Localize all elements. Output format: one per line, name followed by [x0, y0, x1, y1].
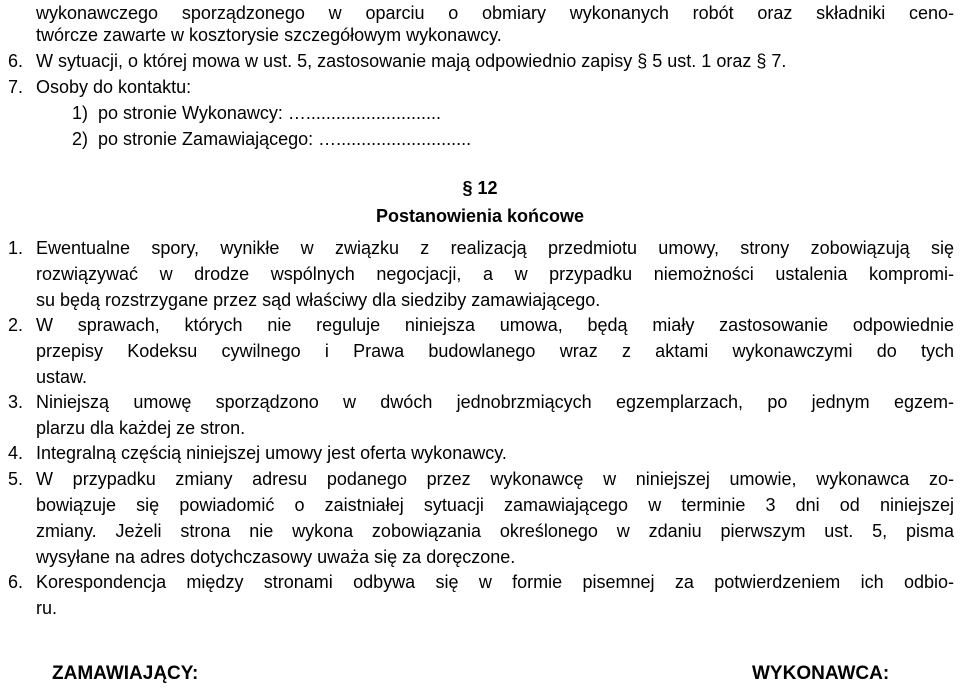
item-6-line-1: Korespondencja między stronami odbywa się w formie pisemnej za potwierdzeniem ich odbio-: [36, 572, 954, 592]
item-1-line-2: rozwiązywać w drodze wspólnych negocjacji, a w przypadku niemożności ustalenia kompromi-: [36, 264, 954, 284]
contact-wykonawca: 1) po stronie Wykonawcy: …...........................: [72, 103, 441, 123]
signature-zamawiajacy: ZAMAWIAJĄCY:: [52, 663, 199, 684]
item-1-line-1: Ewentualne spory, wynikłe w związku z realizacją przedmiotu umowy, strony zobowiązują się: [36, 238, 954, 258]
item-5-line-1: W przypadku zmiany adresu podanego przez wykonawcę w niniejszej umowie, wykonawca zo-: [36, 469, 954, 489]
top-clause-line-1: wykonawczego sporządzonego w oparciu o obmiary wykonanych robót oraz składniki ceno-: [36, 3, 954, 23]
section-number: § 12: [462, 178, 498, 198]
item-6-line-2: ru.: [36, 598, 58, 618]
item-2-line-3: ustaw.: [36, 367, 88, 387]
item-3-line-2: plarzu dla każdej ze stron.: [36, 418, 246, 438]
contact-zamawiajacy: 2) po stronie Zamawiającego: …...........................: [72, 129, 472, 149]
item-2-line-1: W sprawach, których nie reguluje niniejsza umowa, będą miały zastosowanie odpowiednie: [36, 315, 954, 335]
item-5-number: 5.: [8, 469, 24, 489]
item-1-line-3: su będą rozstrzygane przez sąd właściwy dla siedziby zamawiającego.: [36, 290, 601, 310]
prev-item-7-number: 7.: [8, 77, 24, 97]
item-4-number: 4.: [8, 443, 24, 463]
item-5-line-4: wysyłane na adres dotychczasowy uważa się za doręczone.: [36, 547, 516, 567]
item-3-number: 3.: [8, 392, 24, 412]
item-1-number: 1.: [8, 238, 24, 258]
item-2-number: 2.: [8, 315, 24, 335]
item-4-line-1: Integralną częścią niniejszej umowy jest oferta wykonawcy.: [36, 443, 507, 463]
signature-wykonawca: WYKONAWCA:: [752, 663, 890, 684]
item-3-line-1: Niniejszą umowę sporządzono w dwóch jednobrzmiących egzemplarzach, po jednym egzem-: [36, 392, 954, 412]
item-5-line-3: zmiany. Jeżeli strona nie wykona zobowiązania określonego w zdaniu pierwszym ust. 5, pisma: [36, 521, 954, 541]
prev-item-6-number: 6.: [8, 51, 24, 71]
item-6-number: 6.: [8, 572, 24, 592]
item-2-line-2: przepisy Kodeksu cywilnego i Prawa budowlanego wraz z aktami wykonawczymi do tych: [36, 341, 954, 361]
prev-item-7-text: Osoby do kontaktu:: [36, 77, 192, 97]
top-clause-line-2: twórcze zawarte w kosztorysie szczegółowym wykonawcy.: [36, 25, 502, 45]
prev-item-6-text: W sytuacji, o której mowa w ust. 5, zastosowanie mają odpowiednio zapisy § 5 ust. 1 oraz § 7.: [36, 51, 787, 71]
section-title: Postanowienia końcowe: [375, 206, 585, 226]
item-5-line-2: bowiązuje się powiadomić o zaistniałej sytuacji zamawiającego w terminie 3 dni od niniejszej: [36, 495, 954, 515]
